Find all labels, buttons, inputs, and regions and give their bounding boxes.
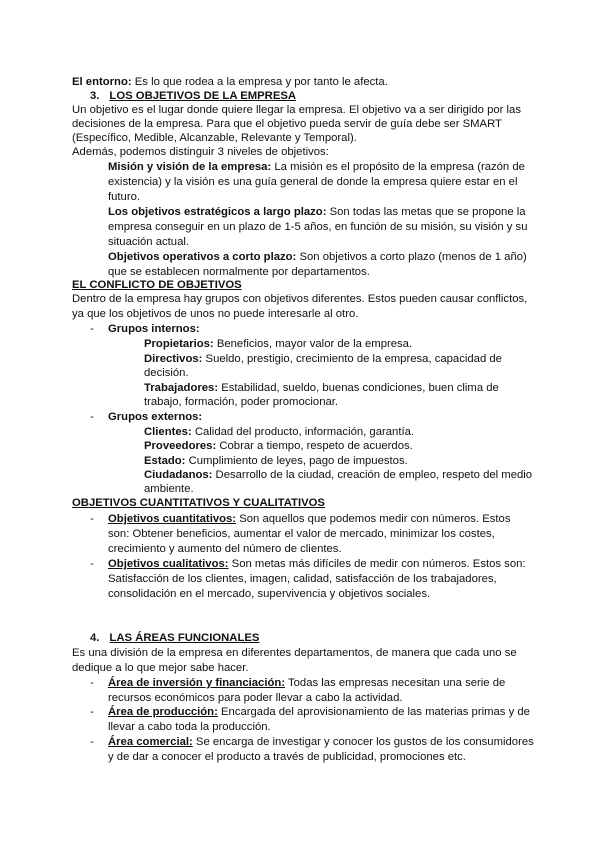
conflicto-intro-line: ya que los objetivos de unos no puede interesarle al otro. xyxy=(72,308,359,320)
conflicto-title: EL CONFLICTO DE OBJETIVOS xyxy=(72,279,242,291)
bullet-dash: - xyxy=(90,706,94,718)
cuanti-item-cont: crecimiento y aumento del número de clientes. xyxy=(108,543,342,555)
level-term: Misión y visión de la empresa: xyxy=(108,161,272,173)
conflicto-heading xyxy=(72,278,242,293)
cuali-item xyxy=(108,557,526,572)
section-4-number: 4. xyxy=(90,632,100,644)
bullet-dash: - xyxy=(90,411,94,423)
sec3-intro-line: Además, podemos distinguir 3 niveles de objetivos: xyxy=(72,146,329,158)
area-comercial xyxy=(108,735,534,750)
externos-clientes xyxy=(144,425,414,440)
item-text: Todas las empresas necesitan una serie de xyxy=(285,677,506,689)
level-operativos xyxy=(108,250,527,265)
area-inversion xyxy=(108,676,505,691)
sec4-intro-line: dedique a lo que mejor sabe hacer. xyxy=(72,662,249,674)
bullet-dash: - xyxy=(90,558,94,570)
grupos-internos-text: Grupos internos: xyxy=(108,323,200,335)
level-term: Los objetivos estratégicos a largo plazo: xyxy=(108,206,327,218)
item-text: Cumplimiento de leyes, pago de impuestos. xyxy=(185,455,408,467)
item-term: Área comercial: xyxy=(108,736,193,748)
bullet-dash: - xyxy=(90,736,94,748)
cuali-item-cont: Satisfacción de los clientes, imagen, calidad, satisfacción de los trabajadores, xyxy=(108,573,497,585)
level-operativos-cont: que se establecen normalmente por departamentos. xyxy=(108,266,370,278)
level-mision-cont: futuro. xyxy=(108,191,141,203)
item-term: Directivos: xyxy=(144,353,203,365)
internos-trabajadores xyxy=(144,381,499,396)
item-text: Se encarga de investigar y conocer los gustos de los consumidores xyxy=(192,736,534,748)
sec3-intro-line: (Específico, Medible, Alcanzable, Relevante y Temporal). xyxy=(72,132,357,144)
level-text: Son todas las metas que se propone la xyxy=(326,206,526,218)
section-3-number: 3. xyxy=(90,90,100,102)
item-term: Proveedores: xyxy=(144,440,217,452)
section-3-heading xyxy=(90,89,296,104)
item-term: Estado: xyxy=(144,455,186,467)
cuanti-item xyxy=(108,512,510,527)
area-inversion-cont: recursos económicos para poder llevar a cabo la actividad. xyxy=(108,692,403,704)
cuanti-item-cont: son: Obtener beneficios, aumentar el valor de mercado, minimizar los costes, xyxy=(108,528,495,540)
externos-proveedores xyxy=(144,439,413,454)
item-term: Área de inversión y financiación: xyxy=(108,677,286,689)
section-3-title: LOS OBJETIVOS DE LA EMPRESA xyxy=(109,90,297,102)
level-estrategicos-cont: situación actual. xyxy=(108,236,190,248)
item-term: Propietarios: xyxy=(144,338,214,350)
item-text: Beneficios, mayor valor de la empresa. xyxy=(213,338,413,350)
sec4-intro-line: Es una división de la empresa en diferentes departamentos, de manera que cada uno se xyxy=(72,647,517,659)
internos-directivos-cont: decisión. xyxy=(144,367,189,379)
internos-trabajadores-cont: trabajo, formación, poder promocionar. xyxy=(144,396,339,408)
level-mision-cont: existencia) y la visión es una guía general de donde la empresa quiere estar en el xyxy=(108,176,518,188)
level-mision xyxy=(108,160,525,175)
item-term: Clientes: xyxy=(144,426,192,438)
item-text: Son aquellos que podemos medir con números. Estos xyxy=(236,513,511,525)
item-term: Trabajadores: xyxy=(144,382,219,394)
bullet-dash: - xyxy=(90,513,94,525)
internos-propietarios xyxy=(144,337,412,352)
bullet-dash: - xyxy=(90,677,94,689)
cuanti-heading xyxy=(72,496,325,511)
internos-directivos xyxy=(144,352,502,367)
area-produccion-cont: llevar a cabo toda la producción. xyxy=(108,721,271,733)
item-text: Calidad del producto, información, garantía. xyxy=(191,426,415,438)
level-text: Son objetivos a corto plazo (menos de 1 año) xyxy=(296,251,527,263)
sec3-intro-line: Un objetivo es el lugar donde quiere llegar la empresa. El objetivo va a ser dirigido por las xyxy=(72,104,521,116)
item-text: Son metas más difíciles de medir con números. Estos son: xyxy=(228,558,526,570)
section-4-heading xyxy=(90,631,259,646)
item-text: Desarrollo de la ciudad, creación de empleo, respeto del medio xyxy=(212,469,533,481)
item-text: Cobrar a tiempo, respeto de acuerdos. xyxy=(216,440,413,452)
item-text: Encargada del aprovisionamiento de las materias primas y de xyxy=(217,706,530,718)
area-comercial-cont: y de dar a conocer el producto a través de publicidad, promociones etc. xyxy=(108,751,466,763)
level-text: La misión es el propósito de la empresa (razón de xyxy=(271,161,525,173)
item-term: Área de producción: xyxy=(108,706,218,718)
grupos-externos-label xyxy=(108,410,202,425)
externos-ciudadanos-cont: ambiente. xyxy=(144,483,194,495)
item-text: Sueldo, prestigio, crecimiento de la empresa, capacidad de xyxy=(202,353,502,365)
cuanti-title: OBJETIVOS CUANTITATIVOS Y CUALITATIVOS xyxy=(72,497,325,509)
bullet-dash: - xyxy=(90,323,94,335)
grupos-externos-text: Grupos externos: xyxy=(108,411,203,423)
level-estrategicos xyxy=(108,205,526,220)
externos-estado xyxy=(144,454,408,469)
sec3-intro-line: decisiones de la empresa. Para que el objetivo pueda servir de guía debe ser SMART xyxy=(72,118,502,130)
entorno-line xyxy=(72,75,388,90)
level-estrategicos-cont: empresa conseguir en un plazo de 1-5 años, en función de su misión, su visión y su xyxy=(108,221,528,233)
section-4-title: LAS ÁREAS FUNCIONALES xyxy=(109,632,260,644)
item-text: Estabilidad, sueldo, buenas condiciones, buen clima de xyxy=(218,382,499,394)
item-term: Objetivos cuantitativos: xyxy=(108,513,237,525)
grupos-internos-label xyxy=(108,322,200,337)
area-produccion xyxy=(108,705,530,720)
level-term: Objetivos operativos a corto plazo: xyxy=(108,251,297,263)
item-term: Ciudadanos: xyxy=(144,469,213,481)
conflicto-intro-line: Dentro de la empresa hay grupos con objetivos diferentes. Estos pueden causar conflictos, xyxy=(72,293,528,305)
item-term: Objetivos cualitativos: xyxy=(108,558,229,570)
entorno-term: El entorno: xyxy=(72,76,132,88)
cuali-item-cont: consolidación en el mercado, supervivencia y objetivos sociales. xyxy=(108,588,431,600)
entorno-text: Es lo que rodea a la empresa y por tanto le afecta. xyxy=(131,76,388,88)
externos-ciudadanos xyxy=(144,468,532,483)
